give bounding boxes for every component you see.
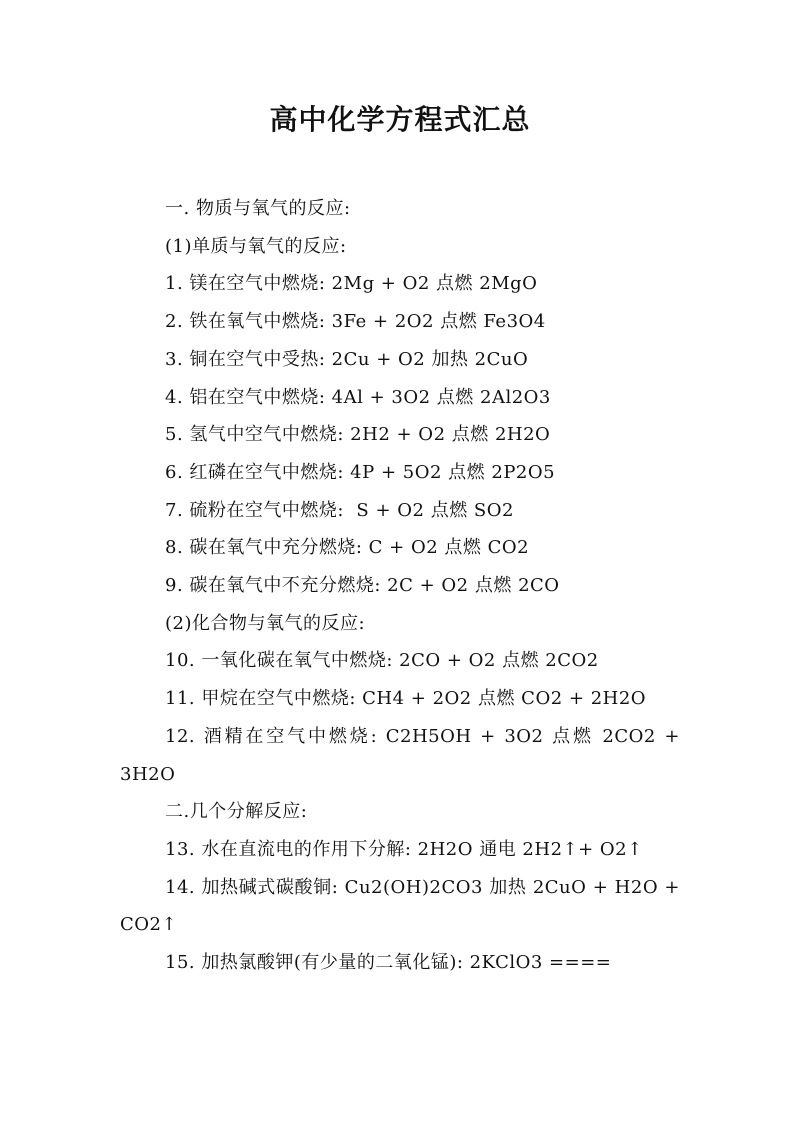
equation-line: 7. 硫粉在空气中燃烧: S + O2 点燃 SO2: [165, 499, 514, 521]
subsection-heading: (2)化合物与氧气的反应:: [165, 612, 366, 634]
equation-line: 14. 加热碱式碳酸铜: Cu2(OH)2CO3 加热 2CuO + H2O + CO2↑: [120, 876, 680, 936]
section-heading: 二.几个分解反应:: [165, 801, 308, 823]
equation-line: 3. 铜在空气中受热: 2Cu + O2 加热 2CuO: [165, 348, 529, 370]
equation-line: 12. 酒精在空气中燃烧: C2H5OH + 3O2 点燃 2CO2 + 3H2O: [120, 725, 680, 785]
equation-line: 2. 铁在氧气中燃烧: 3Fe + 2O2 点燃 Fe3O4: [165, 311, 546, 333]
equation-line: 15. 加热氯酸钾(有少量的二氧化锰): 2KClO3 ====: [165, 952, 612, 974]
equation-line: 1. 镁在空气中燃烧: 2Mg + O2 点燃 2MgO: [165, 273, 538, 295]
equation-line: 6. 红磷在空气中燃烧: 4P + 5O2 点燃 2P2O5: [165, 461, 556, 483]
equation-line: 8. 碳在氧气中充分燃烧: C + O2 点燃 CO2: [165, 537, 530, 559]
equation-line: 9. 碳在氧气中不充分燃烧: 2C + O2 点燃 2CO: [165, 575, 560, 597]
equation-line: 5. 氢气中空气中燃烧: 2H2 + O2 点燃 2H2O: [165, 424, 551, 446]
equation-line: 10. 一氧化碳在氧气中燃烧: 2CO + O2 点燃 2CO2: [165, 650, 599, 672]
subsection-heading: (1)单质与氧气的反应:: [165, 235, 347, 257]
equation-line: 13. 水在直流电的作用下分解: 2H2O 通电 2H2↑+ O2↑: [165, 838, 643, 860]
document-title: 高中化学方程式汇总: [269, 103, 531, 136]
section-heading: 一. 物质与氧气的反应:: [165, 198, 351, 219]
equation-line: 11. 甲烷在空气中燃烧: CH4 + 2O2 点燃 CO2 + 2H2O: [165, 688, 647, 710]
document-body: [120, 190, 680, 982]
equation-line: 4. 铝在空气中燃烧: 4Al + 3O2 点燃 2Al2O3: [165, 386, 551, 408]
